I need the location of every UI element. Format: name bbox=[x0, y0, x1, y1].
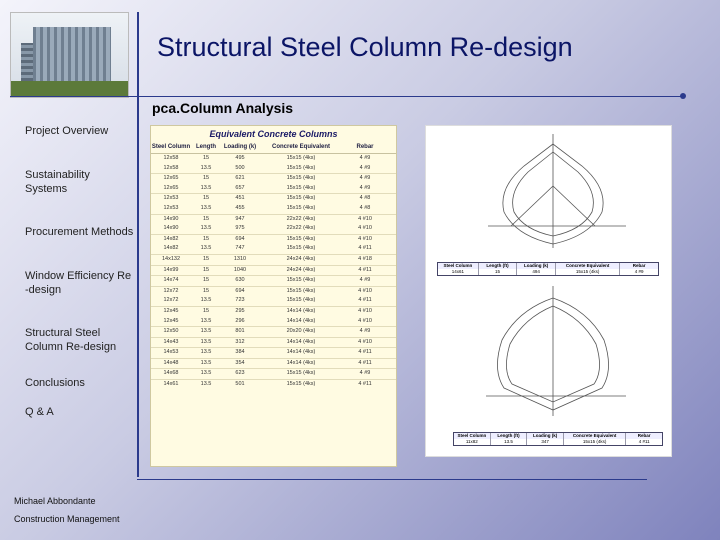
table-row bbox=[151, 254, 396, 265]
table-cell: 4 #9 bbox=[359, 155, 371, 161]
col-header: Loading (k) bbox=[527, 433, 564, 439]
table-cell: 15 bbox=[202, 307, 210, 314]
table-cell: 15 bbox=[202, 277, 210, 284]
col-header: Concrete Equivalent bbox=[271, 144, 330, 150]
table-cell: 14x99 bbox=[163, 266, 179, 273]
table-cell: 15x15 (4ks) bbox=[286, 277, 316, 284]
table-cell: 15 bbox=[202, 287, 210, 294]
table-cell: 4 #10 bbox=[358, 317, 372, 324]
col-header: Concrete Equivalent bbox=[564, 433, 626, 439]
table-cell: 354 bbox=[235, 359, 245, 366]
nav-item-procurement[interactable]: Procurement Methods bbox=[25, 226, 134, 238]
table-cell: 12x53 bbox=[163, 195, 179, 202]
table-cell: 12x65 bbox=[163, 175, 179, 182]
table-cell: 12x53 bbox=[163, 204, 179, 211]
table-cell: 13.5 bbox=[200, 370, 212, 377]
table-cell: 296 bbox=[235, 317, 245, 324]
table-cell: 4 #18 bbox=[358, 255, 372, 262]
slide-subtitle: pca.Column Analysis bbox=[152, 100, 294, 116]
table-row bbox=[151, 224, 396, 234]
nav-item-structural-steel[interactable]: Structural Steel Column Re-design bbox=[25, 327, 117, 353]
table-cell: 15x15 (4ks) bbox=[286, 184, 316, 191]
table-cell: 15x15 (4ks) bbox=[286, 175, 316, 182]
table-row bbox=[151, 337, 396, 348]
presenter-dept: Construction Management bbox=[14, 514, 120, 524]
table-cell: 14x14 (4ks) bbox=[286, 338, 316, 345]
table-cell: 694 bbox=[235, 235, 245, 242]
table-row bbox=[151, 326, 396, 337]
table-cell: 12x50 bbox=[163, 328, 179, 335]
table-cell: 4 #9 bbox=[359, 184, 371, 191]
table-cell: 14x82 bbox=[163, 235, 179, 242]
table-row bbox=[151, 379, 396, 390]
table-cell: 623 bbox=[235, 370, 245, 377]
nav-item-project-overview[interactable]: Project Overview bbox=[25, 125, 109, 137]
table-cell: 975 bbox=[235, 225, 245, 232]
table-cell: 14x61 bbox=[163, 381, 179, 388]
table-cell: 13.5 bbox=[200, 225, 212, 232]
table-cell: 14x14 (4ks) bbox=[286, 349, 316, 356]
col-header: Concrete Equivalent bbox=[556, 263, 620, 269]
equivalent-columns-table bbox=[150, 125, 397, 467]
table-cell: 4 #11 bbox=[358, 381, 372, 388]
col-header: Steel Column bbox=[438, 263, 479, 269]
table-cell: 11x82 bbox=[454, 439, 491, 445]
header-divider bbox=[10, 96, 685, 97]
table-cell: 4 #11 bbox=[358, 359, 372, 366]
table-cell: 4 #10 bbox=[358, 338, 372, 345]
presenter-name: Michael Abbondante bbox=[14, 496, 96, 506]
table-cell: 12x72 bbox=[163, 287, 179, 294]
table-cell: 495 bbox=[235, 155, 245, 161]
table-cell: 747 bbox=[235, 245, 245, 252]
table-cell: 4 #8 bbox=[359, 195, 371, 202]
nav-item-window-efficiency[interactable]: Window Efficiency Re -design bbox=[25, 270, 132, 296]
table-row bbox=[151, 275, 396, 286]
table-cell: 14x48 bbox=[163, 359, 179, 366]
table-cell: 451 bbox=[235, 195, 245, 202]
table-cell: 12x72 bbox=[163, 297, 179, 304]
table-cell: 15x15 (4ks) bbox=[286, 245, 316, 252]
col-header: Loading (k) bbox=[517, 263, 556, 269]
table-cell: 4 #10 bbox=[358, 225, 372, 232]
table-cell: 14x90 bbox=[163, 225, 179, 232]
table-cell: 13.5 bbox=[200, 164, 212, 171]
table-row bbox=[151, 204, 396, 214]
table-cell: 15 bbox=[202, 255, 210, 262]
table-row bbox=[151, 214, 396, 225]
table-cell: 15x15 (4ks) bbox=[556, 269, 620, 275]
table-cell: 295 bbox=[235, 307, 245, 314]
table-cell: 15x15 (4ks) bbox=[286, 204, 316, 211]
table-row bbox=[151, 193, 396, 204]
table-cell: 4 #11 bbox=[358, 297, 372, 304]
table-cell: 15x15 (4ks) bbox=[286, 235, 316, 242]
vertical-divider bbox=[137, 12, 139, 477]
table-cell: 15 bbox=[202, 235, 210, 242]
slide-title: Structural Steel Column Re-design bbox=[157, 32, 573, 62]
table-cell: 15x15 (4ks) bbox=[286, 370, 316, 377]
table-cell: 13.5 bbox=[200, 245, 212, 252]
table-row bbox=[151, 173, 396, 184]
nav-item-conclusions[interactable]: Conclusions bbox=[25, 377, 85, 389]
table-cell: 12x65 bbox=[163, 184, 179, 191]
nav-item-qa[interactable]: Q & A bbox=[25, 406, 54, 418]
table-cell: 14x90 bbox=[163, 215, 179, 222]
table-cell: 347 bbox=[527, 439, 564, 445]
table-row bbox=[151, 296, 396, 306]
table-cell: 15 bbox=[202, 215, 210, 222]
table-cell: 657 bbox=[235, 184, 245, 191]
table-row bbox=[151, 286, 396, 297]
table-cell: 15x15 (4ks) bbox=[286, 164, 316, 171]
table-cell: 801 bbox=[235, 328, 245, 335]
table-cell: 22x22 (4ks) bbox=[286, 225, 316, 232]
col-header: Rebar bbox=[637, 433, 651, 438]
table-row bbox=[151, 154, 396, 164]
table-cell: 4 #11 bbox=[358, 245, 372, 252]
table-cell: 1310 bbox=[233, 255, 247, 262]
table-cell: 13.5 bbox=[200, 328, 212, 335]
table-cell: 723 bbox=[235, 297, 245, 304]
table-cell: 1040 bbox=[233, 266, 247, 273]
col-header: Rebar bbox=[356, 144, 374, 150]
table-cell: 14x14 (4ks) bbox=[286, 307, 316, 314]
table-cell: 4 #9 bbox=[359, 277, 371, 284]
table-cell: 22x22 (4ks) bbox=[286, 215, 316, 222]
col-header: Length bbox=[196, 144, 216, 150]
table-cell: 15x15 (4ks) bbox=[564, 439, 626, 445]
summary-table-2 bbox=[453, 432, 663, 446]
table-cell: 14x68 bbox=[163, 370, 179, 377]
table-row bbox=[151, 265, 396, 276]
table-cell: 312 bbox=[235, 338, 245, 345]
col-header: Length (ft) bbox=[479, 263, 518, 269]
table-cell: 14x14 (4ks) bbox=[286, 317, 316, 324]
table-cell: 14x43 bbox=[163, 338, 179, 345]
divider-dot bbox=[680, 93, 686, 99]
table-cell: 15x15 (4ks) bbox=[286, 155, 316, 161]
building-photo bbox=[10, 12, 129, 98]
table-cell: 15 bbox=[202, 175, 210, 182]
table-cell: 13.5 bbox=[200, 338, 212, 345]
table-row bbox=[151, 368, 396, 379]
table-cell: 15x15 (4ks) bbox=[286, 287, 316, 294]
interaction-diagrams bbox=[426, 126, 671, 456]
table-row bbox=[151, 347, 396, 358]
footer-divider bbox=[137, 479, 647, 480]
table-row bbox=[151, 164, 396, 174]
table-cell: 15 bbox=[202, 155, 210, 161]
table-cell: 15x15 (4ks) bbox=[286, 381, 316, 388]
table-cell: 15 bbox=[202, 266, 210, 273]
table-row bbox=[151, 244, 396, 254]
table-row bbox=[151, 234, 396, 245]
table-cell: 4 #9 bbox=[634, 269, 644, 274]
table-cell: 15x15 (4ks) bbox=[286, 195, 316, 202]
table-row bbox=[151, 184, 396, 194]
table-row bbox=[151, 317, 396, 327]
summary-table-1 bbox=[437, 262, 659, 276]
table-cell: 4 #11 bbox=[638, 439, 650, 444]
table-cell: 13.5 bbox=[200, 349, 212, 356]
table-cell: 4 #11 bbox=[358, 349, 372, 356]
table-cell: 13.5 bbox=[200, 359, 212, 366]
table-cell: 20x20 (4ks) bbox=[286, 328, 316, 335]
nav-item-sustainability[interactable]: Sustainability Systems bbox=[25, 169, 90, 195]
table-cell: 4 #9 bbox=[359, 328, 371, 335]
interaction-diagram-panel bbox=[425, 125, 672, 457]
col-header: Loading (k) bbox=[223, 144, 257, 150]
table-header-row bbox=[151, 141, 396, 154]
table-cell: 13.5 bbox=[200, 204, 212, 211]
table-cell: 13.5 bbox=[200, 297, 212, 304]
table-cell: 13.5 bbox=[200, 317, 212, 324]
table-cell: 13.5 bbox=[491, 439, 528, 445]
table-cell: 947 bbox=[235, 215, 245, 222]
table-cell: 12x45 bbox=[163, 307, 179, 314]
table-cell: 13.5 bbox=[200, 381, 212, 388]
col-header: Steel Column bbox=[454, 433, 491, 439]
table-cell: 621 bbox=[235, 175, 245, 182]
table-cell: 501 bbox=[235, 381, 245, 388]
table-cell: 14x82 bbox=[163, 245, 179, 252]
col-header: Length (ft) bbox=[491, 433, 528, 439]
table-title: Equivalent Concrete Columns bbox=[209, 129, 338, 139]
table-cell: 15 bbox=[479, 269, 518, 275]
table-cell: 14x53 bbox=[163, 349, 179, 356]
table-cell: 12x45 bbox=[163, 317, 179, 324]
table-cell: 14x61 bbox=[438, 269, 479, 275]
table-cell: 4 #9 bbox=[359, 164, 371, 171]
table-cell: 500 bbox=[235, 164, 245, 171]
table-cell: 4 #10 bbox=[358, 215, 372, 222]
table-cell: 4 #8 bbox=[359, 204, 371, 211]
table-cell: 24x24 (4ks) bbox=[286, 255, 316, 262]
table-cell: 15x15 (4ks) bbox=[286, 297, 316, 304]
table-cell: 694 bbox=[235, 287, 245, 294]
table-cell: 24x24 (4ks) bbox=[286, 266, 316, 273]
table-cell: 630 bbox=[235, 277, 245, 284]
table-cell: 4 #10 bbox=[358, 307, 372, 314]
table-cell: 4 #9 bbox=[359, 370, 371, 377]
table-cell: 14x14 (4ks) bbox=[286, 359, 316, 366]
table-cell: 15 bbox=[202, 195, 210, 202]
table-cell: 14x132 bbox=[161, 255, 181, 262]
table-row bbox=[151, 358, 396, 369]
table-body bbox=[151, 154, 396, 390]
table-cell: 4 #10 bbox=[358, 287, 372, 294]
table-cell: 4 #9 bbox=[359, 175, 371, 182]
table-cell: 12x58 bbox=[163, 164, 179, 171]
table-row bbox=[151, 306, 396, 317]
table-cell: 14x74 bbox=[163, 277, 179, 284]
table-cell: 4 #10 bbox=[358, 235, 372, 242]
col-header: Steel Column bbox=[151, 144, 191, 150]
col-header: Rebar bbox=[632, 263, 646, 268]
table-cell: 13.5 bbox=[200, 184, 212, 191]
table-cell: 494 bbox=[517, 269, 556, 275]
table-cell: 4 #11 bbox=[358, 266, 372, 273]
table-cell: 12x58 bbox=[163, 155, 179, 161]
table-cell: 384 bbox=[235, 349, 245, 356]
table-cell: 455 bbox=[235, 204, 245, 211]
